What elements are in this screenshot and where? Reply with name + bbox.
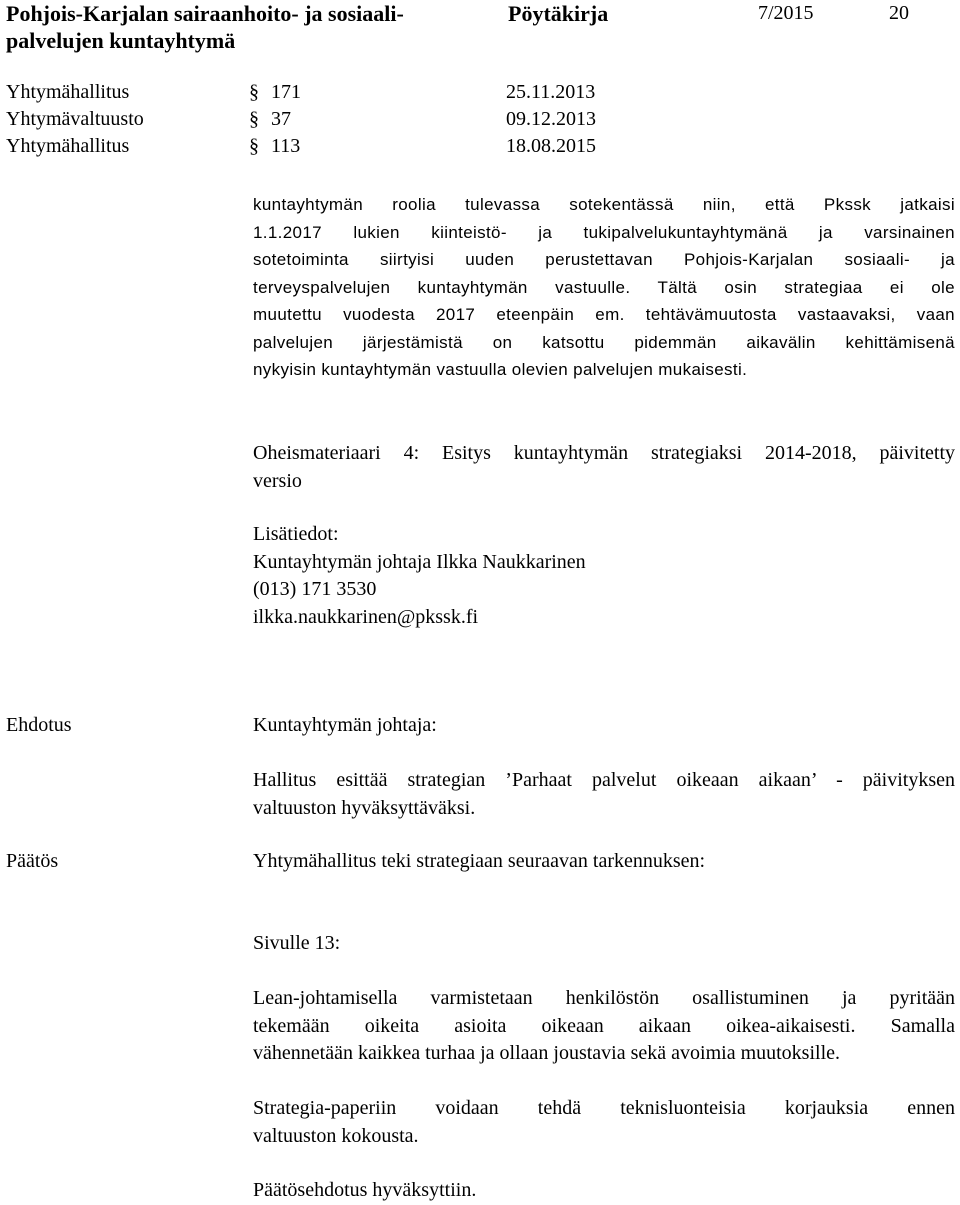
intro-line: kuntayhtymän roolia tulevassa sotekentässä niin, että Pkssk jatkaisi [253,195,955,214]
paragraph-line: vähennetään kaikkea turhaa ja ollaan joustavia sekä avoimia muutoksille. [253,1042,841,1064]
section-sign-icon: § [249,135,259,157]
history-body: Yhtymähallitus [6,135,130,157]
intro-line: muutettu vuodesta 2017 eteenpäin em. tehtävämuutosta vastaavaksi, vaan [253,305,955,324]
proposal-line2: valtuuston hyväksyttäväksi. [253,796,476,819]
contact-person: Kuntayhtymän johtaja Ilkka Naukkarinen [253,550,586,573]
history-row [6,79,626,106]
intro-line: 1.1.2017 lukien kiinteistö- ja tukipalvelukuntayhtymänä ja varsinainen [253,222,955,242]
contact-email: ilkka.naukkarinen@pkssk.fi [253,605,479,628]
document-type: Pöytäkirja [508,1,609,26]
attachment-line2: versio [253,469,302,492]
proposal-label: Ehdotus [6,714,72,736]
history-section: 113 [271,135,301,157]
organization-name-line2: palvelujen kuntayhtymä [6,28,236,53]
history-section: 37 [271,108,291,130]
decision-text: Yhtymähallitus teki strategiaan seuraavan tarkennuksen: [253,850,706,872]
intro-paragraph [253,191,955,384]
proposal-text [253,767,955,822]
history-body: Yhtymävaltuusto [6,108,144,130]
paragraph-line: valtuuston kokousta. [253,1124,419,1147]
page-number: 20 [889,2,909,24]
contact-info [253,521,955,631]
intro-line: palvelujen järjestämistä on katsottu pidemmän aikavälin kehittämisenä [253,332,955,352]
page-reference: Sivulle 13: [253,932,341,954]
decision-paragraph-1 [253,985,955,1068]
contact-phone: (013) 171 3530 [253,578,377,600]
intro-line: sotetoiminta siirtyisi uuden perustettavan Pohjois-Karjalan sosiaali- ja [253,250,955,269]
history-row [6,133,626,160]
intro-line: terveyspalvelujen kuntayhtymän vastuulle. Tältä osin strategiaa ei ole [253,277,955,297]
attachment-line1: Oheismateriaari 4: Esitys kuntayhtymän strategiaksi 2014-2018, päivitetty [253,442,955,464]
paragraph-line: Strategia-paperiin voidaan tehdä teknisluonteisia korjauksia ennen [253,1097,955,1119]
organization-name-line1: Pohjois-Karjalan sairaanhoito- ja sosiaali- [6,1,404,26]
history-date: 18.08.2015 [506,135,596,157]
history-section: 171 [271,81,301,103]
history-body: Yhtymähallitus [6,81,130,103]
document-number: 7/2015 [758,2,814,24]
paragraph-line: tekemään oikeita asioita oikeaan aikaan oikea-aikaisesti. Samalla [253,1014,955,1037]
history-row [6,106,626,133]
intro-line: nykyisin kuntayhtymän vastuulla olevien palvelujen mukaisesti. [253,360,748,379]
decision-label: Päätös [6,850,59,872]
history-date: 09.12.2013 [506,108,596,130]
final-decision: Päätösehdotus hyväksyttiin. [253,1179,477,1201]
attachment-note [253,440,955,495]
history-date: 25.11.2013 [506,81,596,103]
decision-paragraph-2 [253,1095,955,1150]
paragraph-line: Lean-johtamisella varmistetaan henkilöstön osallistuminen ja pyritään [253,987,955,1009]
proposal-presenter: Kuntayhtymän johtaja: [253,714,437,736]
decision-history [6,79,626,160]
proposal-line1: Hallitus esittää strategian ’Parhaat palvelut oikeaan aikaan’ - päivityksen [253,769,955,791]
section-sign-icon: § [249,81,259,103]
organization-name [6,0,446,54]
section-sign-icon: § [249,108,259,130]
contact-label: Lisätiedot: [253,523,339,545]
